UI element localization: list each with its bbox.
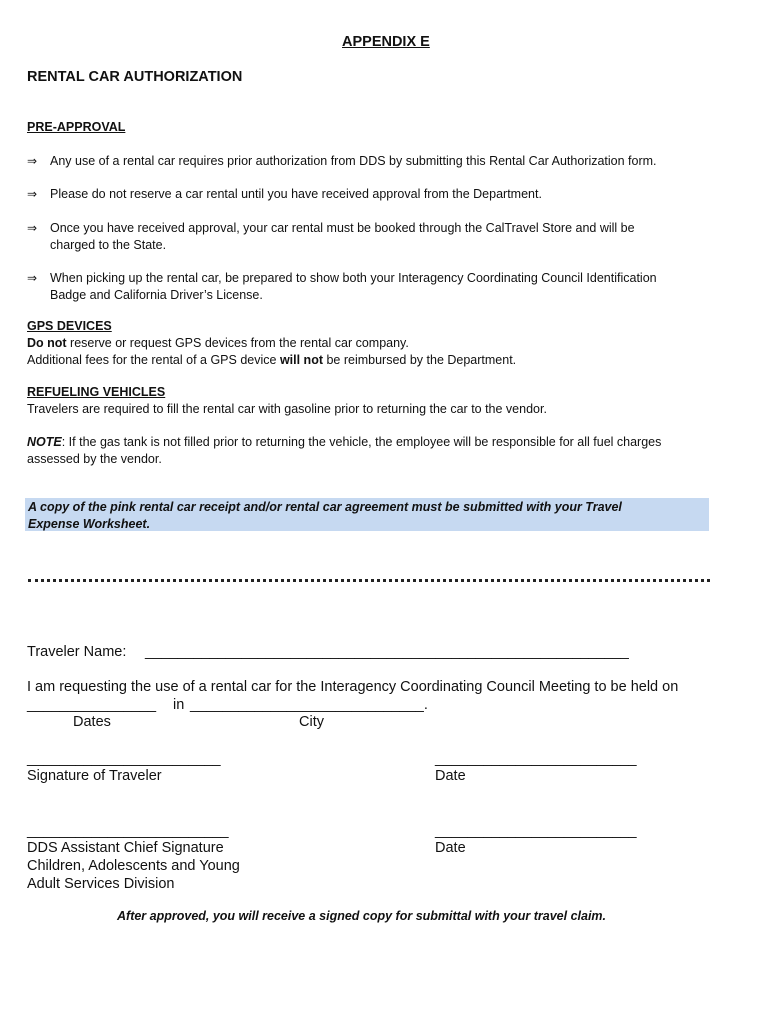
dds-date-label: Date xyxy=(435,840,466,856)
traveler-name-label: Traveler Name: xyxy=(27,644,127,660)
traveler-date-label: Date xyxy=(435,768,466,784)
traveler-signature-field[interactable]: ________________________ xyxy=(27,751,221,767)
dates-field[interactable]: ________________ xyxy=(27,697,157,713)
traveler-date-field[interactable]: _________________________ xyxy=(435,751,637,767)
arrow-icon: ⇒ xyxy=(27,271,38,285)
note-label: NOTE xyxy=(27,435,62,449)
list-item: Please do not reserve a car rental until you have received approval from the Department. xyxy=(50,187,542,201)
gps-emphasis: will not xyxy=(279,353,323,367)
dds-division-line-2: Adult Services Division xyxy=(27,876,175,892)
dotted-divider xyxy=(28,579,710,582)
refuel-heading: REFUELING VEHICLES xyxy=(27,385,166,399)
traveler-signature-label: Signature of Traveler xyxy=(27,768,162,784)
gps-text: be reimbursed by the Department. xyxy=(323,353,517,367)
arrow-icon: ⇒ xyxy=(27,221,38,235)
in-word: in xyxy=(173,697,185,713)
dds-signature-label: DDS Assistant Chief Signature xyxy=(27,840,224,856)
form-title: RENTAL CAR AUTHORIZATION xyxy=(27,69,243,85)
list-item: When picking up the rental car, be prepared to show both your Interagency Coordinating Council Identification xyxy=(50,271,657,285)
gps-emphasis: Do not xyxy=(27,336,67,350)
refuel-text: Travelers are required to fill the rental car with gasoline prior to returning the car to the vendor. xyxy=(27,402,547,416)
list-item: Any use of a rental car requires prior authorization from DDS by submitting this Rental Car Authorization form. xyxy=(50,154,657,168)
list-item-continuation: Badge and California Driver’s License. xyxy=(50,288,263,302)
page-title: APPENDIX E xyxy=(342,34,430,50)
preapproval-heading: PRE-APPROVAL xyxy=(27,120,126,134)
list-item: Once you have received approval, your car rental must be booked through the CalTravel Store and will be xyxy=(50,221,635,235)
traveler-name-field[interactable]: ____________________________________________________________ xyxy=(145,644,629,660)
refuel-note xyxy=(27,434,661,451)
footer-note: After approved, you will receive a signed copy for submittal with your travel claim. xyxy=(117,909,607,923)
dds-signature-field[interactable]: _________________________ xyxy=(27,823,229,839)
dds-division-line-1: Children, Adolescents and Young xyxy=(27,858,240,874)
city-label: City xyxy=(299,714,324,730)
dates-label: Dates xyxy=(73,714,111,730)
arrow-icon: ⇒ xyxy=(27,154,38,168)
request-statement: I am requesting the use of a rental car for the Interagency Coordinating Council Meeting to be held on xyxy=(27,679,679,695)
gps-heading: GPS DEVICES xyxy=(27,319,112,333)
gps-text: Additional fees for the rental of a GPS device xyxy=(27,353,280,367)
list-item-continuation: charged to the State. xyxy=(50,238,167,252)
arrow-icon: ⇒ xyxy=(27,187,38,201)
notice-line-1: A copy of the pink rental car receipt and/or rental car agreement must be submitted with your Travel xyxy=(28,500,622,514)
gps-text: reserve or request GPS devices from the rental car company. xyxy=(66,336,409,350)
refuel-note-continuation: assessed by the vendor. xyxy=(27,452,162,466)
dds-date-field[interactable]: _________________________ xyxy=(435,823,637,839)
gps-line-1 xyxy=(27,335,409,352)
gps-line-2 xyxy=(27,352,516,369)
city-field[interactable]: _____________________________. xyxy=(190,697,428,713)
note-text: : If the gas tank is not filled prior to returning the vehicle, the employee will be responsible for all fuel charges xyxy=(61,435,662,449)
notice-line-2: Expense Worksheet. xyxy=(28,517,151,531)
